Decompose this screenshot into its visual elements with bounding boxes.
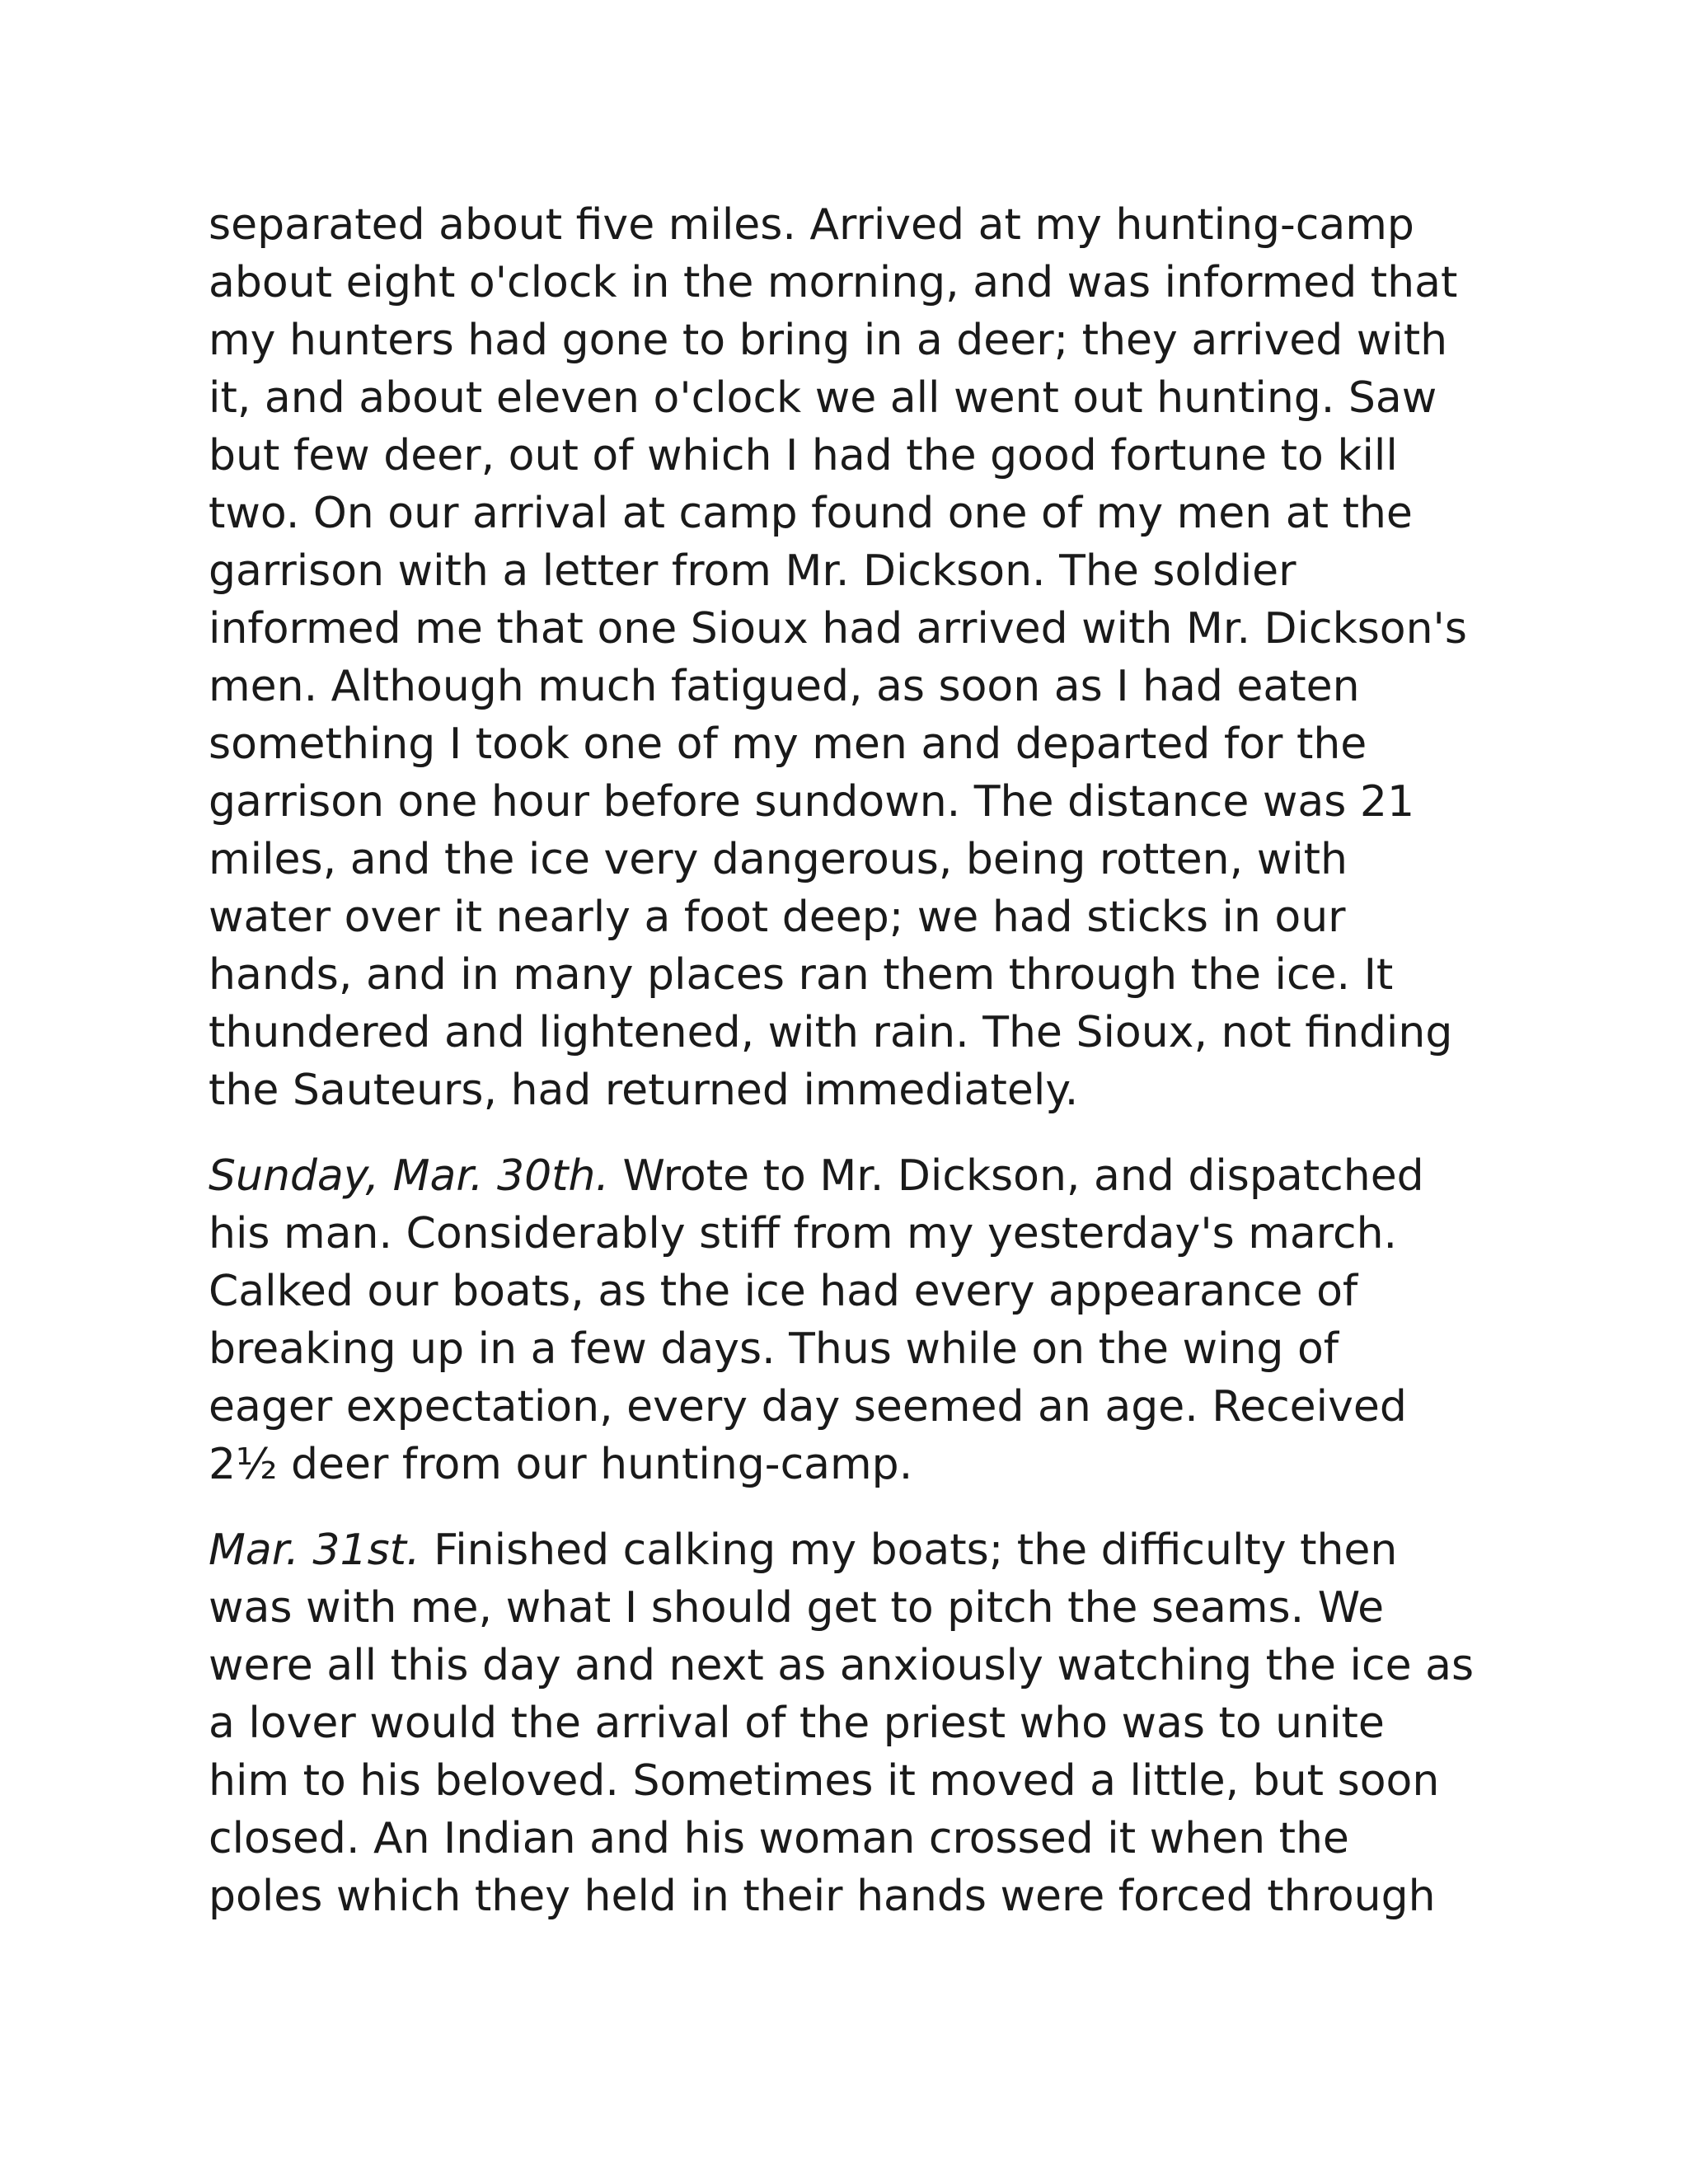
text-line: Calked our boats, as the ice had every appearance of [209,1267,1358,1316]
paragraph-3 [209,1521,1494,1925]
text-line [209,1521,1494,1579]
text-line: it, and about eleven o'clock we all went out hunting. Saw [209,373,1437,423]
text-line: eager expectation, every day seemed an age. Received [209,1382,1407,1432]
text-line: closed. An Indian and his woman crossed it when the [209,1814,1349,1863]
text-line: a lover would the arrival of the priest who was to unite [209,1699,1385,1748]
text-line: but few deer, out of which I had the good fortune to kill [209,431,1398,480]
entry-text: Finished calking my boats; the difficulty then [420,1526,1398,1575]
text-line: hands, and in many places ran them through the ice. It [209,950,1394,1000]
text-line: breaking up in a few days. Thus while on the wing of [209,1324,1339,1374]
entry-date: Mar. 31st. [209,1526,420,1575]
text-line: thundered and lightened, with rain. The Sioux, not finding [209,1008,1453,1057]
text-line: informed me that one Sioux had arrived with Mr. Dickson's [209,604,1467,654]
text-line: was with me, what I should get to pitch the seams. We [209,1583,1385,1633]
paragraph-2 [209,1147,1494,1493]
text-line: garrison one hour before sundown. The distance was 21 [209,777,1415,827]
text-line: two. On our arrival at camp found one of my men at the [209,489,1413,538]
text-line: the Sauteurs, had returned immediately. [209,1066,1079,1115]
text-line: my hunters had gone to bring in a deer; they arrived with [209,316,1448,365]
text-line: were all this day and next as anxiously watching the ice as [209,1641,1475,1690]
text-line: poles which they held in their hands were forced through [209,1872,1436,1921]
text-line: separated about five miles. Arrived at my hunting-camp [209,200,1414,250]
text-line: 2½ deer from our hunting-camp. [209,1440,913,1489]
document-body [209,196,1494,1925]
entry-text: Wrote to Mr. Dickson, and dispatched [609,1151,1424,1201]
text-line: him to his beloved. Sometimes it moved a little, but soon [209,1756,1440,1806]
entry-date: Sunday, Mar. 30th. [209,1151,610,1201]
text-line: something I took one of my men and departed for the [209,719,1367,769]
text-line: miles, and the ice very dangerous, being rotten, with [209,835,1348,884]
paragraph-1 [209,196,1494,1119]
text-line [209,1147,1494,1205]
text-line: water over it nearly a foot deep; we had sticks in our [209,893,1346,942]
text-line: garrison with a letter from Mr. Dickson. The soldier [209,546,1296,596]
text-line: men. Although much fatigued, as soon as I had eaten [209,662,1360,711]
text-line: his man. Considerably stiff from my yesterday's march. [209,1209,1398,1258]
text-line: about eight o'clock in the morning, and was informed that [209,258,1458,307]
